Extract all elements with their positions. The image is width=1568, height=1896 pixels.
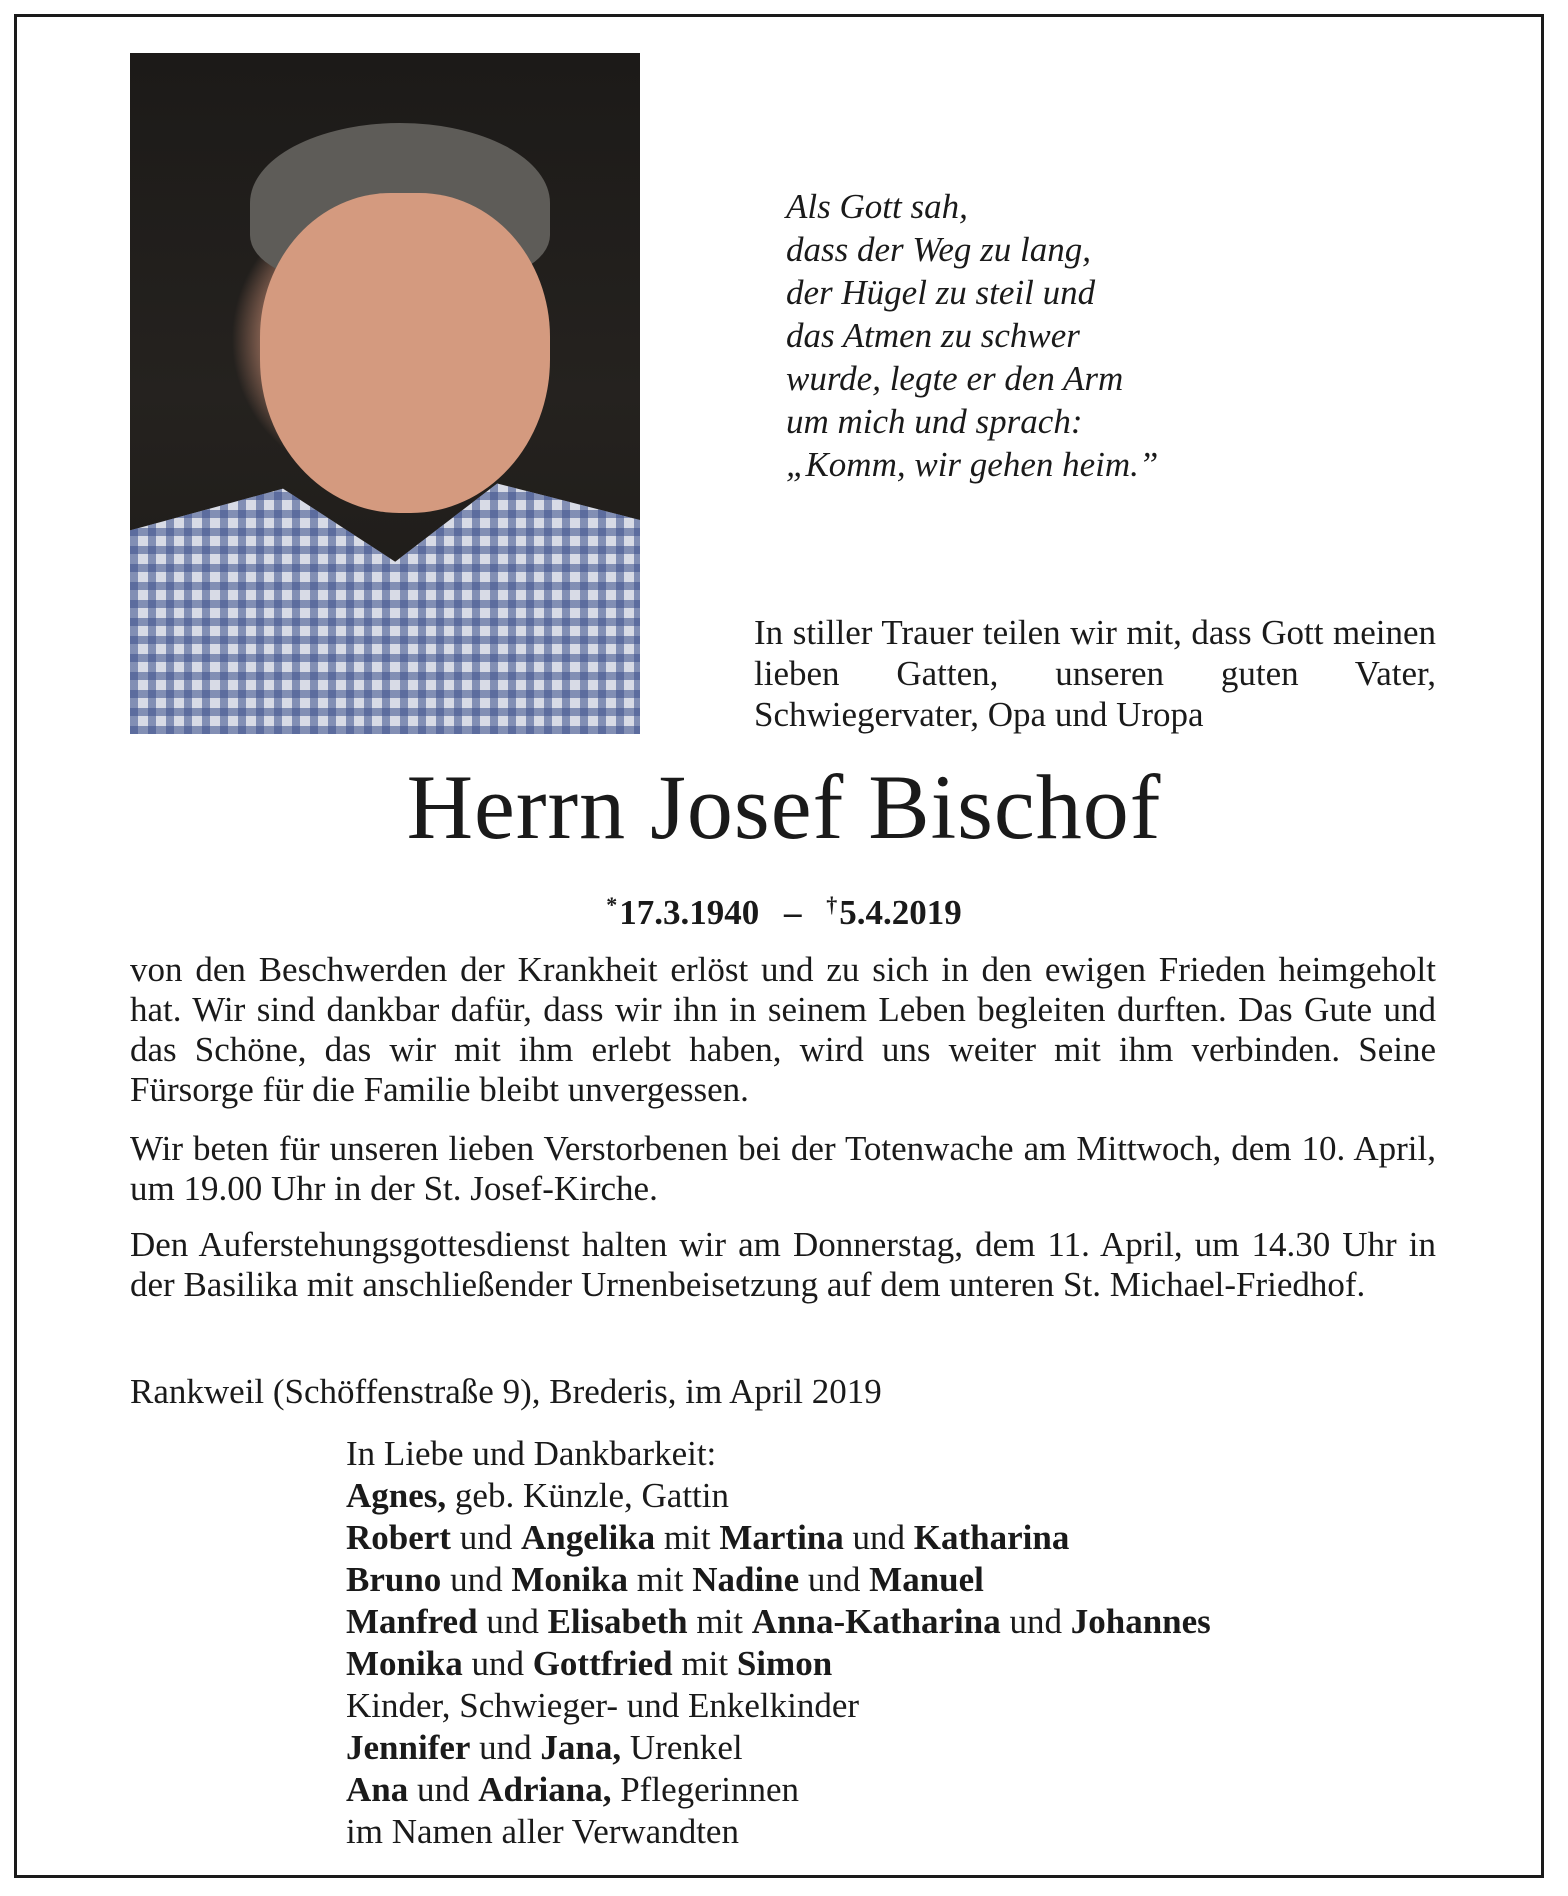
signer-name: Elisabeth <box>547 1602 688 1641</box>
signer-name: Simon <box>736 1644 833 1683</box>
signer-name: Bruno <box>346 1560 442 1599</box>
connector: und <box>1000 1602 1071 1641</box>
poem-line: dass der Weg zu lang, <box>786 230 1091 269</box>
date-separator: – <box>784 893 802 932</box>
signer-name: Jana, <box>540 1728 622 1767</box>
signer-name: Nadine <box>692 1560 800 1599</box>
portrait-photo <box>130 53 640 734</box>
announcement-intro: In stiller Trauer teilen wir mit, dass Gott meinen lieben Gatten, unseren guten Vater, Schwiegervater, Opa und Uropa <box>754 613 1436 734</box>
death-date: 5.4.2019 <box>839 893 962 932</box>
signer-row <box>346 1769 1446 1811</box>
connector: und <box>408 1770 479 1809</box>
signer-row <box>346 1643 1446 1685</box>
signer-role: Urenkel <box>621 1728 743 1767</box>
signer-name: Johannes <box>1070 1602 1211 1641</box>
deceased-name: Herrn Josef Bischof <box>406 756 1162 858</box>
connector: und <box>799 1560 870 1599</box>
connector: mit <box>628 1560 693 1599</box>
death-symbol: † <box>826 892 838 917</box>
signer-row <box>346 1727 1446 1769</box>
signer-row <box>346 1601 1446 1643</box>
connector: und <box>450 1518 521 1557</box>
poem-line: „Komm, wir gehen heim.” <box>786 445 1159 484</box>
signers-closing: im Namen aller Verwandten <box>346 1812 739 1851</box>
poem <box>786 185 1306 486</box>
signer-role: Pflegerinnen <box>611 1770 800 1809</box>
portrait-face <box>260 193 550 513</box>
signer-name: Katharina <box>913 1518 1070 1557</box>
connector: und <box>843 1518 914 1557</box>
signer-name: Gottfried <box>532 1644 673 1683</box>
signer-name: Monika <box>346 1644 463 1683</box>
signer-role: geb. Künzle, Gattin <box>446 1476 729 1515</box>
signers-list <box>346 1433 1446 1853</box>
connector: und <box>462 1644 533 1683</box>
signer-name: Angelika <box>520 1518 656 1557</box>
poem-line: das Atmen zu schwer <box>786 316 1080 355</box>
signer-name: Robert <box>346 1518 451 1557</box>
poem-line: wurde, legte er den Arm <box>786 359 1124 398</box>
signer-name: Adriana, <box>478 1770 612 1809</box>
connector: und <box>477 1602 548 1641</box>
place-and-date: Rankweil (Schöffenstraße 9), Brederis, im April 2019 <box>130 1372 882 1411</box>
poem-line: der Hügel zu steil und <box>786 273 1096 312</box>
life-dates <box>0 883 1568 935</box>
paragraph-vigil: Wir beten für unseren lieben Verstorbenen bei der Totenwache am Mittwoch, dem 10. April, um 19.00 Uhr in der St. Josef-Kirche. <box>130 1129 1436 1208</box>
connector: mit <box>672 1644 737 1683</box>
birth-symbol: * <box>606 892 618 917</box>
signer-name: Ana <box>346 1770 409 1809</box>
signer-group-label: Kinder, Schwieger- und Enkelkinder <box>346 1686 860 1725</box>
signer-name: Anna-Katharina <box>751 1602 1001 1641</box>
poem-line: um mich und sprach: <box>786 402 1083 441</box>
paragraph-funeral: Den Auferstehungsgottesdienst halten wir am Donnerstag, dem 11. April, um 14.30 Uhr in der Basilika mit anschließender Urnenbeisetzung auf dem unteren St. Michael-Friedhof. <box>130 1225 1436 1304</box>
connector: mit <box>655 1518 720 1557</box>
signers-intro: In Liebe und Dankbarkeit: <box>346 1434 717 1473</box>
signer-row <box>346 1559 1446 1601</box>
signer-name: Jennifer <box>346 1728 471 1767</box>
signer-row <box>346 1475 1446 1517</box>
signer-name: Manfred <box>346 1602 478 1641</box>
signer-name: Agnes, <box>346 1476 447 1515</box>
signer-name: Monika <box>511 1560 629 1599</box>
birth-date: 17.3.1940 <box>619 893 760 932</box>
paragraph-farewell: von den Beschwerden der Krankheit erlöst und zu sich in den ewigen Frieden heimgeholt hat. Wir sind dankbar dafür, dass wir ihn in seinem Leben begleiten durften. Das Gute und das Schöne, das wir mit ihm erlebt haben, wird uns weiter mit ihm verbinden. Seine Fürsorge für die Familie bleibt unvergessen. <box>130 950 1436 1109</box>
connector: und <box>441 1560 512 1599</box>
signer-name: Manuel <box>869 1560 984 1599</box>
signer-row <box>346 1517 1446 1559</box>
connector: mit <box>687 1602 752 1641</box>
signer-name: Martina <box>719 1518 844 1557</box>
connector: und <box>470 1728 541 1767</box>
poem-line: Als Gott sah, <box>786 187 968 226</box>
